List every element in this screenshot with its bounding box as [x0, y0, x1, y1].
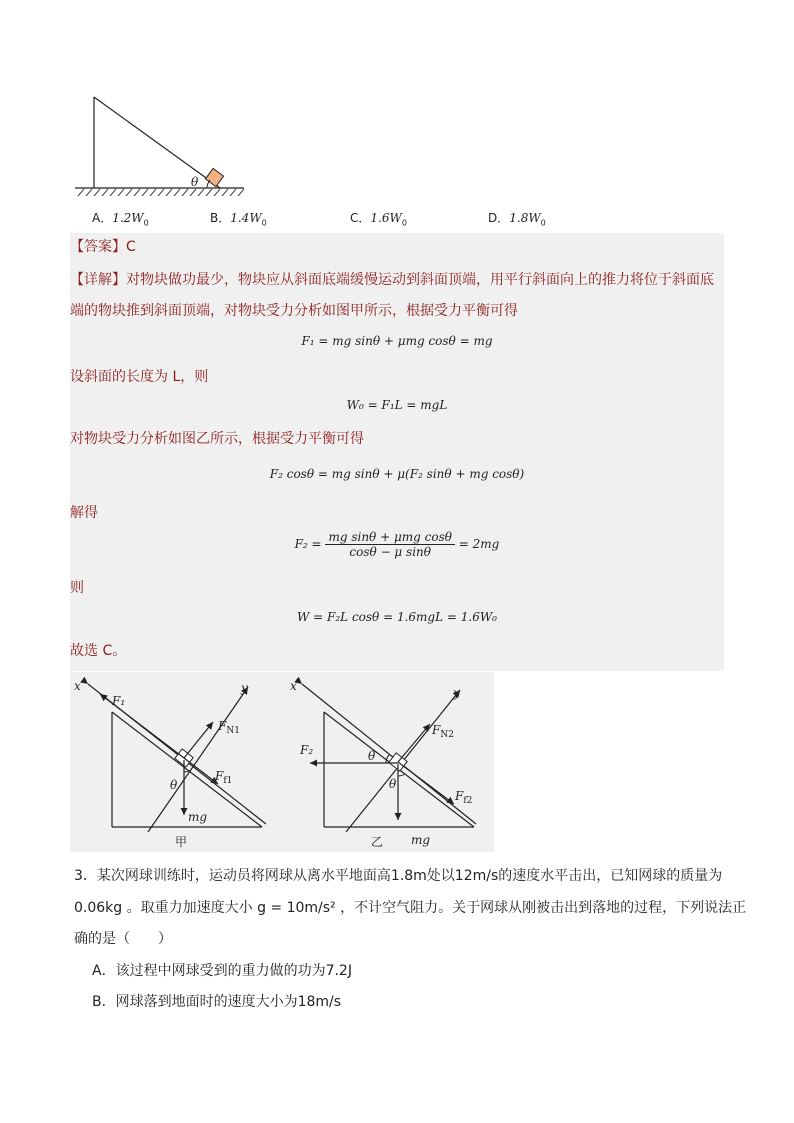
svg-text:FN2: $F_{N2}$ — [432, 723, 454, 740]
equation-5: W = F₂L cosθ = 1.6mgL = 1.6W₀ — [297, 610, 497, 624]
svg-text:mg: mg — [188, 810, 208, 824]
detail-line2: 端的物块推到斜面顶端，对物块受力分析如图甲所示，根据受力平衡可得 — [70, 303, 518, 319]
option-c: C．$1.6W_0$ — [350, 211, 407, 228]
svg-text:y: y — [241, 681, 248, 695]
svg-text:FN1: $F_{N1}$ — [218, 719, 240, 736]
theta-label: θ — [191, 175, 199, 189]
solution-background — [70, 233, 724, 671]
svg-text:θ: θ — [389, 777, 397, 791]
detail-line1: 【详解】对物块做功最少，物块应从斜面底端缓慢运动到斜面顶端，用平行斜面向上的推力将位于斜面底 — [70, 272, 714, 288]
svg-text:θ: θ — [170, 778, 178, 792]
detail-text5: 则 — [70, 580, 84, 596]
svg-text:F₁: F₁ — [112, 694, 126, 708]
force-diagrams — [70, 672, 494, 852]
question3-line2: 0.06kg 。取重力加速度大小 g = 10m/s² ，不计空气阻力。关于网球从刚被击出到落地的过程，下列说法正 — [74, 900, 747, 916]
option-a: A．$1.2W_0$ — [92, 211, 149, 228]
detail-text2: 设斜面的长度为 L，则 — [70, 369, 209, 385]
svg-text:y: y — [453, 686, 460, 700]
detail-text4: 解得 — [70, 505, 98, 521]
detail-text6: 故选 C。 — [70, 643, 127, 659]
svg-text:x: x — [290, 679, 297, 693]
question3-option-b: B．网球落到地面时的速度大小为18m/s — [92, 994, 342, 1010]
equation-4: F₂ = $\frac{\text{mg sinθ + μmg cosθ}}{\text{cosθ − μ sinθ}}$ = 2mg — [294, 530, 500, 559]
detail-text3: 对物块受力分析如图乙所示，根据受力平衡可得 — [70, 431, 364, 447]
svg-text:θ: θ — [368, 749, 376, 763]
diagram-right — [290, 679, 476, 849]
incline-figure — [70, 92, 250, 200]
option-d: D．$1.8W_0$ — [488, 211, 546, 228]
svg-text:甲: 甲 — [175, 835, 188, 849]
question3-line3: 确的是（ ） — [74, 931, 172, 947]
svg-text:Ff2: $F_{f2}$ — [455, 789, 473, 806]
svg-text:x: x — [74, 679, 81, 693]
option-b: B．$1.4W_0$ — [210, 211, 267, 228]
answer-line: 【答案】C — [70, 239, 136, 255]
question3-line1: 3．某次网球训练时，运动员将网球从离水平地面高1.8m处以12m/s的速度水平击出，已知网球的质量为 — [74, 868, 723, 884]
svg-text:F₂: F₂ — [300, 743, 314, 757]
svg-text:mg: mg — [411, 833, 431, 847]
diagram-left — [74, 679, 266, 849]
equation-3: F₂ cosθ = mg sinθ + μ(F₂ sinθ + mg cosθ) — [269, 467, 525, 481]
svg-text:Ff1: $F_{f1}$ — [215, 769, 233, 786]
equation-1: F₁ = mg sinθ + μmg cosθ = mg — [301, 334, 493, 348]
equation-2: W₀ = F₁L = mgL — [346, 398, 448, 412]
question3-option-a: A．该过程中网球受到的重力做的功为7.2J — [92, 963, 352, 979]
svg-text:乙: 乙 — [371, 835, 384, 849]
